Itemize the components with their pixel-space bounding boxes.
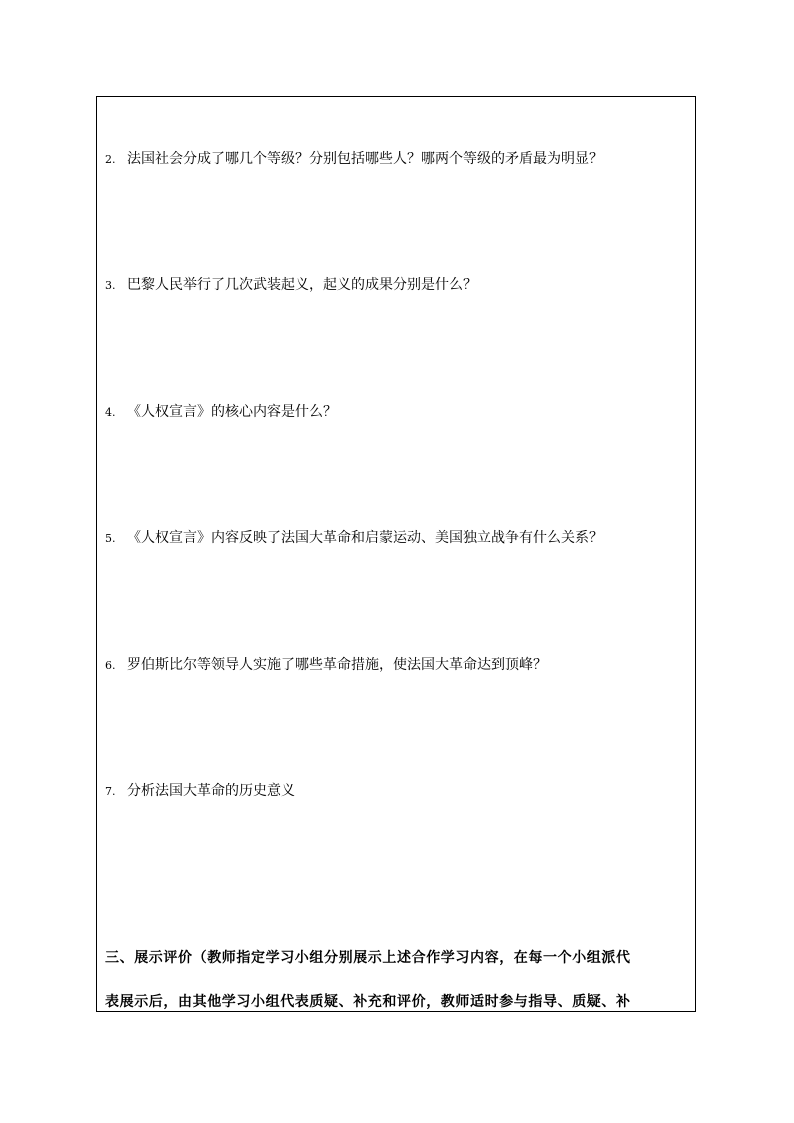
question-text: 《人权宣言》的核心内容是什么？: [127, 404, 337, 420]
question-text: 法国社会分成了哪几个等级？分别包括哪些人？哪两个等级的矛盾最为明显？: [127, 151, 603, 167]
question-text: 《人权宣言》内容反映了法国大革命和启蒙运动、美国独立战争有什么关系？: [127, 530, 603, 546]
question-3: [105, 276, 477, 295]
question-2: [105, 150, 603, 169]
question-number: 3.: [105, 279, 116, 292]
question-6: [105, 656, 547, 675]
question-number: 7.: [105, 785, 116, 798]
section-3-line-2: 表展示后，由其他学习小组代表质疑、补充和评价，教师适时参与指导、质疑、补: [105, 994, 631, 1010]
worksheet-frame: [96, 96, 696, 1012]
question-number: 2.: [105, 153, 116, 166]
question-number: 6.: [105, 659, 116, 672]
section-3-line-1: 三、展示评价（教师指定学习小组分别展示上述合作学习内容，在每一个小组派代: [105, 950, 631, 966]
question-5: [105, 529, 603, 548]
question-7: [105, 782, 295, 801]
question-4: [105, 403, 337, 422]
question-number: 4.: [105, 406, 116, 419]
question-number: 5.: [105, 532, 116, 545]
question-text: 巴黎人民举行了几次武装起义，起义的成果分别是什么？: [127, 277, 477, 293]
question-text: 罗伯斯比尔等领导人实施了哪些革命措施，使法国大革命达到顶峰？: [127, 657, 547, 673]
question-text: 分析法国大革命的历史意义: [127, 783, 295, 799]
